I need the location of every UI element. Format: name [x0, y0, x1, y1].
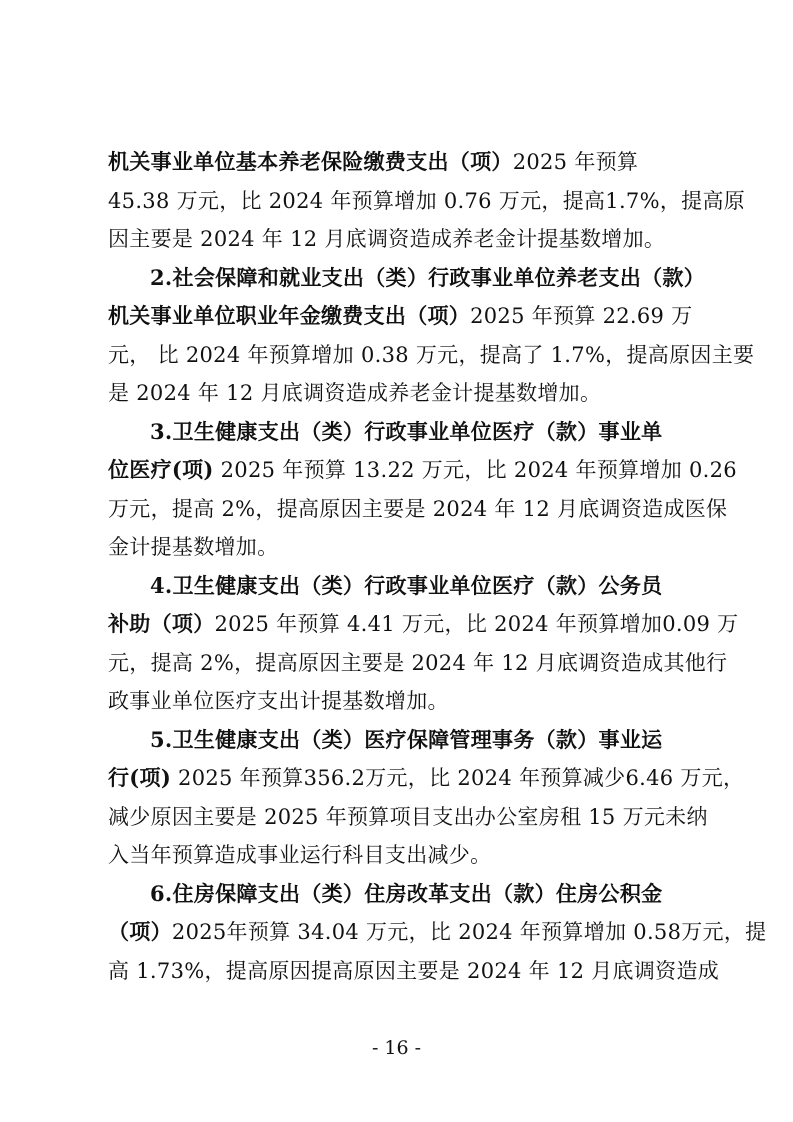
text-line [108, 567, 686, 606]
bold-text: 3.卫生健康支出（类）行政事业单位医疗（款）事业单 [150, 418, 663, 444]
text-line [108, 605, 739, 644]
text-line [108, 413, 686, 452]
text-line [108, 143, 686, 182]
bold-text: 补助（项） [108, 611, 215, 636]
bold-text: （项） [108, 919, 172, 944]
body-text: 政事业单位医疗支出计提基数增加。 [108, 689, 449, 713]
body-text: 是 2024 年 12 月底调资造成养老金计提基数增加。 [108, 381, 602, 405]
body-text: 元，提高 2%，提高原因主要是 2024 年 12 月底调资造成其他行 [108, 650, 728, 675]
text-line [108, 528, 686, 567]
body-text: 减少原因主要是 2025 年预算项目支出办公室房租 15 万元未纳 [108, 804, 708, 829]
body-text: 金计提基数增加。 [108, 535, 279, 559]
body-text: 元， 比 2024 年预算增加 0.38 万元，提高了 1.7%，提高原因主要 [108, 342, 755, 367]
body-text: 2025 年预算 4.41 万元，比 2024 年预算增加0.09 万 [214, 612, 739, 636]
body-text: 2025 年预算 [512, 150, 639, 174]
text-line [108, 798, 708, 837]
body-text: 2025年预算 34.04 万元，比 2024 年预算增加 0.58万元，提 [171, 920, 767, 944]
bold-text: 机关事业单位基本养老保险缴费支出（项） [108, 149, 513, 174]
text-line [108, 451, 737, 490]
text-line [108, 836, 686, 875]
text-line [108, 721, 686, 760]
body-text: 2025 年预算356.2万元，比 2024 年预算减少6.46 万元， [171, 766, 745, 790]
text-line [108, 759, 745, 798]
bold-text: 机关事业单位职业年金缴费支出（项） [108, 303, 471, 328]
text-line [108, 952, 720, 991]
body-text: 2025 年预算 13.22 万元，比 2024 年预算增加 0.26 [213, 458, 737, 482]
text-line [108, 374, 686, 413]
bold-text: 5.卫生健康支出（类）医疗保障管理事务（款）事业运 [150, 726, 663, 752]
text-line [108, 259, 706, 298]
body-text: 因主要是 2024 年 12 月底调资造成养老金计提基数增加。 [108, 227, 666, 251]
text-line [108, 297, 693, 336]
paragraph-1 [108, 143, 746, 259]
paragraph-2 [108, 259, 755, 413]
body-text: 45.38 万元，比 2024 年预算增加 0.76 万元，提高1.7%，提高原 [108, 188, 746, 213]
text-line [108, 220, 686, 259]
text-line [108, 336, 755, 375]
page-number: - 16 - [371, 1037, 422, 1059]
paragraph-5 [108, 721, 745, 875]
text-line [108, 644, 728, 683]
bold-text: 2.社会保障和就业支出（类）行政事业单位养老支出（款） [150, 264, 706, 290]
paragraph-3 [108, 413, 737, 567]
body-text: 2025 年预算 22.69 万 [470, 304, 693, 328]
text-line [108, 875, 686, 914]
document-body [108, 143, 767, 990]
body-text: 入当年预算造成事业运行科目支出减少。 [108, 843, 492, 867]
bold-text: 行(项) [108, 765, 172, 790]
text-line [108, 490, 728, 529]
body-text: 万元，提高 2%，提高原因主要是 2024 年 12 月底调资造成医保 [108, 496, 728, 521]
bold-text: 6.住房保障支出（类）住房改革支出（款）住房公积金 [150, 880, 663, 906]
body-text: 高 1.73%，提高原因提高原因主要是 2024 年 12 月底调资造成 [108, 958, 720, 983]
text-line [108, 182, 746, 221]
bold-text: 4.卫生健康支出（类）行政事业单位医疗（款）公务员 [150, 572, 663, 598]
paragraph-4 [108, 567, 739, 721]
text-line [108, 913, 767, 952]
paragraph-6 [108, 875, 767, 991]
bold-text: 位医疗(项) [108, 457, 214, 482]
text-line [108, 682, 686, 721]
